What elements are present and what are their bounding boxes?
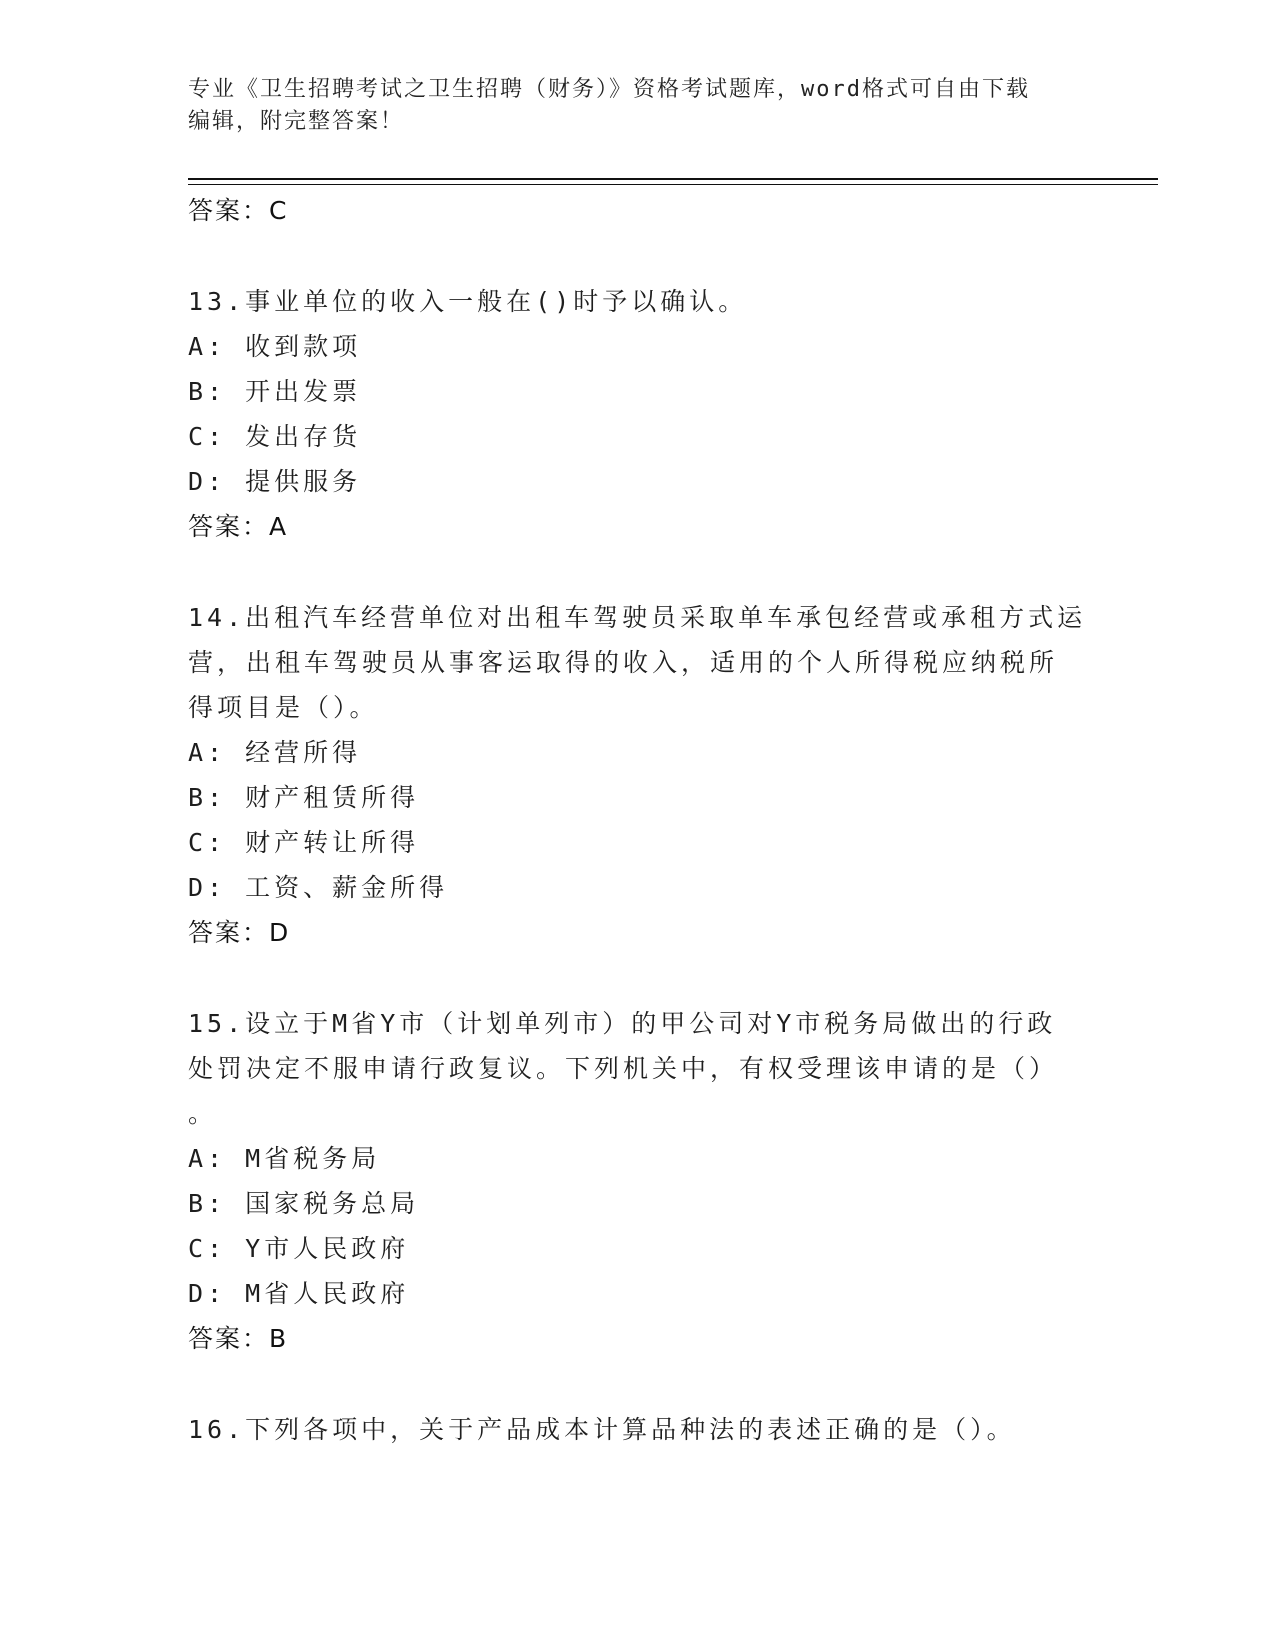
question-stem: 16.下列各项中，关于产品成本计算品种法的表述正确的是（）。	[188, 1415, 1016, 1444]
question-stem: 得项目是（）。	[188, 693, 379, 722]
option-c: C: 财产转让所得	[188, 828, 420, 857]
question-list	[188, 188, 1088, 1452]
header-divider	[188, 178, 1158, 185]
answer-line: 答案：A	[188, 512, 289, 541]
header-line-2: 编辑，附完整答案！	[188, 109, 405, 134]
spacer	[188, 549, 1088, 595]
spacer	[188, 955, 1088, 1001]
option-a: A: 经营所得	[188, 738, 362, 767]
spacer	[188, 233, 1088, 279]
question-block	[188, 1001, 1088, 1361]
option-c: C: Y市人民政府	[188, 1234, 410, 1263]
document-header	[188, 74, 1088, 138]
question-stem: 13.事业单位的收入一般在()时予以确认。	[188, 287, 748, 316]
option-d: D: M省人民政府	[188, 1279, 410, 1308]
question-stem: 15.设立于M省Y市（计划单列市）的甲公司对Y市税务局做出的行政	[188, 1009, 1057, 1038]
option-a: A: M省税务局	[188, 1144, 381, 1173]
option-b: B: 开出发票	[188, 377, 362, 406]
question-stem: 营，出租车驾驶员从事客运取得的收入，适用的个人所得税应纳税所	[188, 648, 1059, 677]
answer-line: 答案：C	[188, 196, 289, 225]
option-c: C: 发出存货	[188, 422, 362, 451]
option-d: D: 工资、薪金所得	[188, 873, 449, 902]
option-b: B: 国家税务总局	[188, 1189, 420, 1218]
question-stem: 14.出租汽车经营单位对出租车驾驶员采取单车承包经营或承租方式运	[188, 603, 1087, 632]
answer-line: 答案：D	[188, 918, 291, 947]
spacer	[188, 1361, 1088, 1407]
header-line-1: 专业《卫生招聘考试之卫生招聘（财务）》资格考试题库，word格式可自由下载	[188, 77, 1030, 102]
option-d: D: 提供服务	[188, 467, 362, 496]
answer-line: 答案：B	[188, 1324, 289, 1353]
question-block	[188, 279, 1088, 549]
question-stem: 处罚决定不服申请行政复议。下列机关中，有权受理该申请的是（）	[188, 1054, 1059, 1083]
option-b: B: 财产租赁所得	[188, 783, 420, 812]
question-stem: 。	[188, 1099, 218, 1128]
question-block	[188, 1407, 1088, 1452]
option-a: A: 收到款项	[188, 332, 362, 361]
question-block	[188, 595, 1088, 955]
